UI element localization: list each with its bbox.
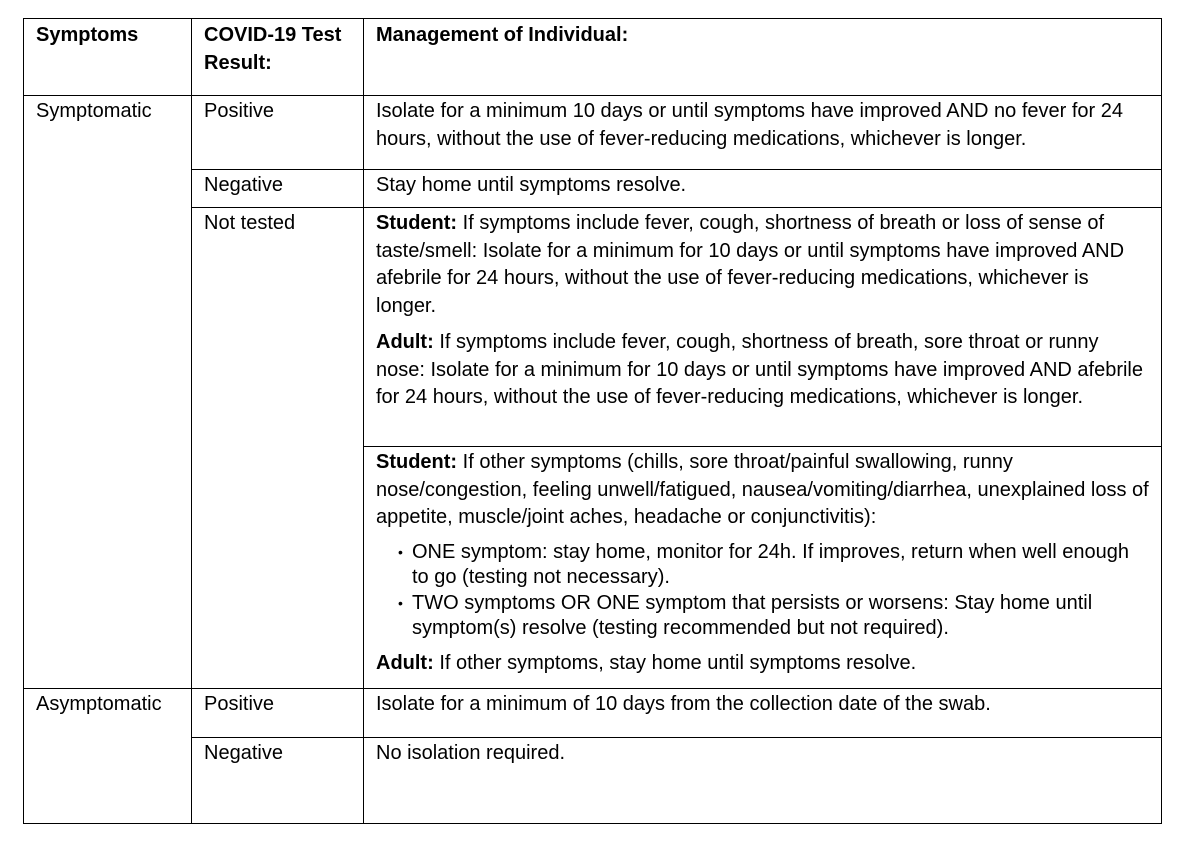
student-other-paragraph [376, 449, 1149, 532]
header-test-result: COVID-19 Test Result: [192, 19, 364, 96]
bullet-text: ONE symptom: stay home, monitor for 24h. If improves, return when well enough to go (testing not necessary). [412, 540, 1129, 588]
student-label: Student: [376, 451, 458, 473]
management-cell: Stay home until symptoms resolve. [364, 170, 1162, 208]
management-cell: Isolate for a minimum of 10 days from the collection date of the swab. [364, 689, 1162, 738]
table-header-row [24, 19, 1162, 96]
symptoms-cell-asymptomatic: Asymptomatic [24, 689, 192, 824]
student-primary-paragraph [376, 210, 1149, 320]
student-other-text: If other symptoms (chills, sore throat/painful swallowing, runny nose/congestion, feeling unwell/fatigued, nausea/vomiting/diarrhea, unexplained loss of appetite, muscle/joint aches, headache or conjunctivitis): [376, 451, 1149, 528]
test-result-cell: Positive [192, 96, 364, 170]
other-symptoms-bullet-list [376, 540, 1149, 642]
adult-other-text: If other symptoms, stay home until symptoms resolve. [433, 651, 917, 674]
bullet-icon: • [398, 594, 403, 611]
adult-other-paragraph [376, 650, 1149, 678]
table-row [24, 689, 1162, 738]
table-row [24, 96, 1162, 170]
test-result-cell: Negative [192, 738, 364, 824]
symptoms-cell-symptomatic: Symptomatic [24, 96, 192, 689]
table-row [24, 738, 1162, 824]
adult-primary-paragraph [376, 329, 1149, 412]
test-result-cell: Not tested [192, 208, 364, 689]
test-result-cell: Negative [192, 170, 364, 208]
management-cell-primary-symptoms [364, 208, 1162, 447]
test-result-cell: Positive [192, 689, 364, 738]
table-row [24, 208, 1162, 447]
adult-primary-text: If symptoms include fever, cough, shortness of breath, sore throat or runny nose: Isolate for a minimum for 10 days or until symptoms have improved AND afebrile for 24 hours, without the use of fever-reducing medications, whichever is longer. [376, 331, 1143, 408]
adult-label: Adult: [376, 331, 434, 353]
student-primary-text: If symptoms include fever, cough, shortness of breath or loss of sense of taste/smell: Isolate for a minimum for 10 days or until symptoms have improved AND afebrile for 24 hours, without the use of fever-reducing medications, whichever is longer. [376, 212, 1125, 317]
covid-management-table [23, 18, 1162, 824]
adult-label: Adult: [376, 651, 434, 674]
bullet-text: TWO symptoms OR ONE symptom that persists or worsens: Stay home until symptom(s) resolve (testing recommended but not required). [412, 591, 1093, 639]
management-cell: No isolation required. [364, 738, 1162, 824]
list-item [389, 591, 1149, 642]
header-management: Management of Individual: [364, 19, 1162, 96]
student-label: Student: [376, 212, 458, 234]
list-item [389, 540, 1149, 591]
header-symptoms: Symptoms [24, 19, 192, 96]
management-cell-other-symptoms [364, 447, 1162, 689]
bullet-icon: • [398, 543, 403, 560]
table-row [24, 170, 1162, 208]
management-cell: Isolate for a minimum 10 days or until symptoms have improved AND no fever for 24 hours, without the use of fever-reducing medications, whichever is longer. [364, 96, 1162, 170]
